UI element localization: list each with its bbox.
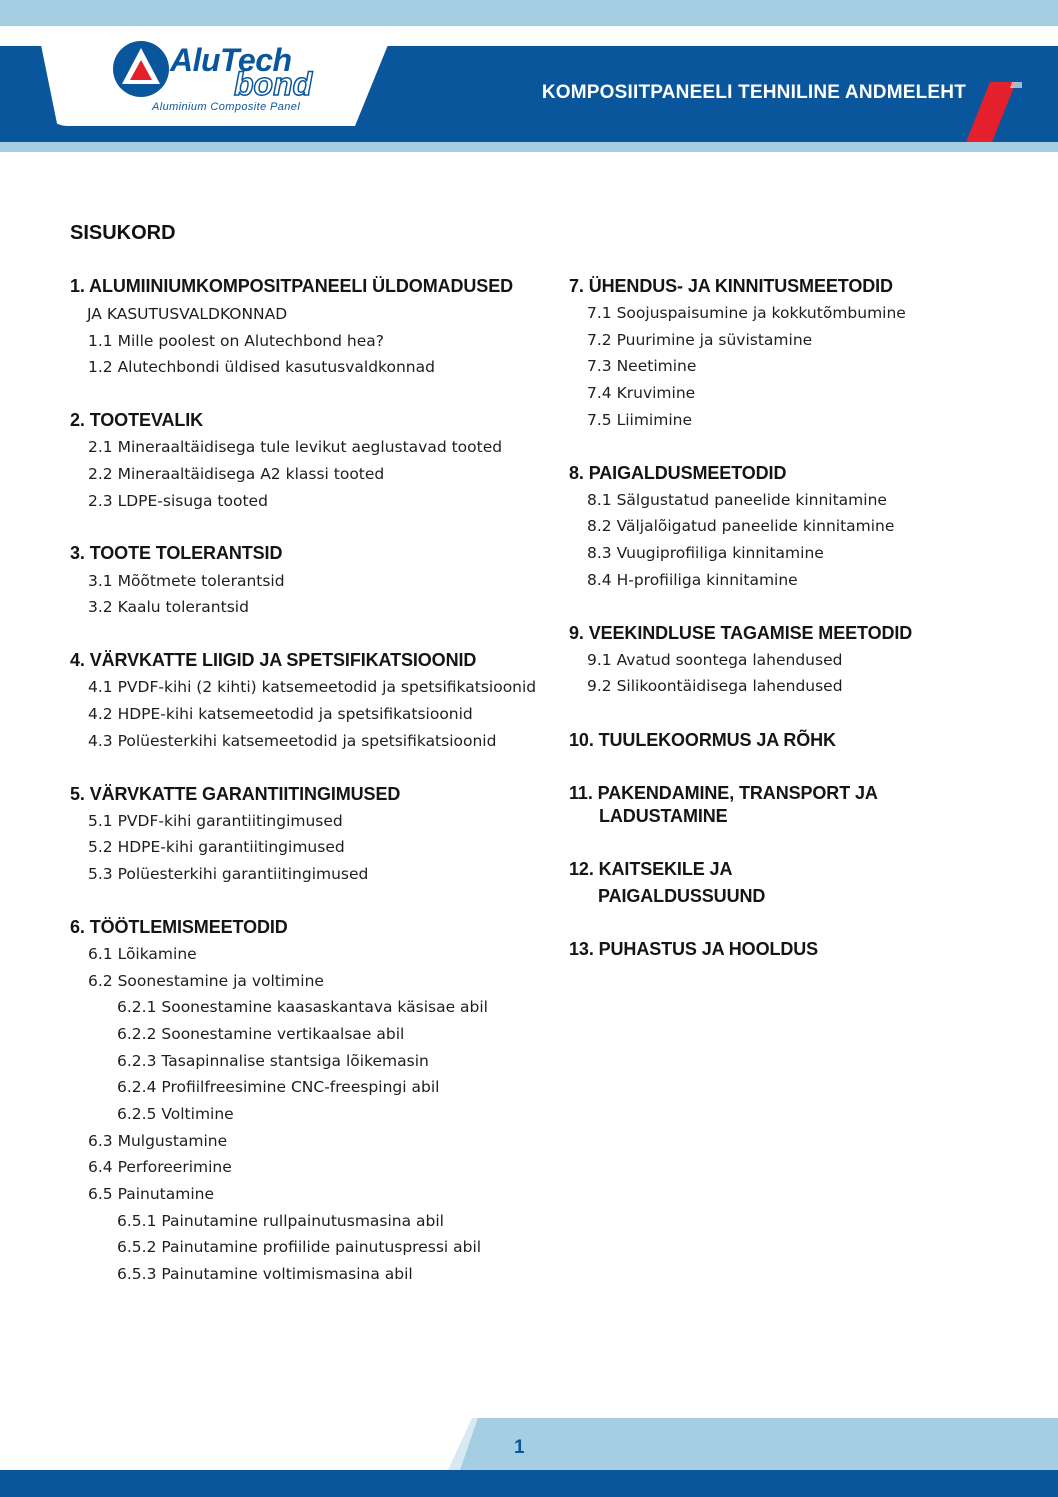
brand-name: AluTech (170, 42, 292, 78)
toc-subitem[interactable]: 6.5.2 Painutamine profiilide painutuspressi abil (117, 1238, 482, 1256)
toc-section-3[interactable]: 3. TOOTE TOLERANTSID (70, 543, 283, 563)
toc-subitem[interactable]: 6.2.2 Soonestamine vertikaalsae abil (117, 1025, 405, 1043)
toc-item[interactable]: 6.3 Mulgustamine (88, 1132, 228, 1150)
toc-heading: SISUKORD (70, 222, 176, 244)
toc-item[interactable]: 9.2 Silikoontäidisega lahendused (587, 677, 843, 695)
toc-section-5[interactable]: 5. VÄRVKATTE GARANTIITINGIMUSED (70, 784, 401, 804)
toc-item[interactable]: 4.3 Polüesterkihi katsemeetodid ja spetsifikatsioonid (88, 732, 497, 750)
toc-subitem[interactable]: 6.2.1 Soonestamine kaasaskantava käsisae abil (117, 998, 488, 1016)
toc-section-12[interactable]: 12. KAITSEKILE JA (569, 859, 733, 879)
toc-item[interactable]: 5.2 HDPE-kihi garantiitingimused (88, 838, 345, 856)
toc-item[interactable]: 1.1 Mille poolest on Alutechbond hea? (88, 332, 384, 350)
brand-sub: bond (234, 66, 313, 102)
toc-section-9[interactable]: 9. VEEKINDLUSE TAGAMISE MEETODID (569, 623, 913, 643)
page-number: 1 (514, 1437, 525, 1458)
toc-item[interactable]: 5.3 Polüesterkihi garantiitingimused (88, 865, 369, 883)
toc-item[interactable]: 7.5 Liimimine (587, 411, 692, 429)
toc-item[interactable]: 7.2 Puurimine ja süvistamine (587, 331, 813, 349)
toc-section-8[interactable]: 8. PAIGALDUSMEETODID (569, 463, 787, 483)
toc-subitem[interactable]: 6.5.3 Painutamine voltimismasina abil (117, 1265, 413, 1283)
toc-item[interactable]: 8.1 Sälgustatud paneelide kinnitamine (587, 491, 887, 509)
toc-item[interactable]: 2.3 LDPE-sisuga tooted (88, 492, 268, 510)
toc-item[interactable]: 4.1 PVDF-kihi (2 kihti) katsemeetodid ja spetsifikatsioonid (88, 678, 537, 696)
toc-item[interactable]: 8.2 Väljalõigatud paneelide kinnitamine (587, 517, 895, 535)
toc-item[interactable]: 2.1 Mineraaltäidisega tule levikut aeglustavad tooted (88, 438, 503, 456)
toc-item[interactable]: 7.1 Soojuspaisumine ja kokkutõmbumine (587, 304, 906, 322)
toc-item[interactable]: 7.4 Kruvimine (587, 384, 696, 402)
toc-item[interactable]: 6.2 Soonestamine ja voltimine (88, 972, 324, 990)
toc-item[interactable]: 3.1 Mõõtmete tolerantsid (88, 572, 285, 590)
toc-subitem[interactable]: 6.5.1 Painutamine rullpainutusmasina abil (117, 1212, 444, 1230)
toc-item[interactable]: 5.1 PVDF-kihi garantiitingimused (88, 812, 343, 830)
logo-triangle-icon (110, 38, 172, 100)
toc-section-6[interactable]: 6. TÖÖTLEMISMEETODID (70, 917, 288, 937)
toc-item[interactable]: 8.3 Vuugiprofiiliga kinnitamine (587, 544, 824, 562)
toc-item[interactable]: 8.4 H-profiiliga kinnitamine (587, 571, 798, 589)
red-slash-decor (962, 82, 1022, 142)
toc-section-2[interactable]: 2. TOOTEVALIK (70, 410, 204, 430)
toc-item[interactable]: 6.5 Painutamine (88, 1185, 215, 1203)
toc-item[interactable]: 1.2 Alutechbondi üldised kasutusvaldkonnad (88, 358, 435, 376)
toc-item[interactable]: 4.2 HDPE-kihi katsemeetodid ja spetsifikatsioonid (88, 705, 473, 723)
toc-subitem[interactable]: 6.2.3 Tasapinnalise stantsiga lõikemasin (117, 1052, 429, 1070)
brand-tagline: Aluminium Composite Panel (152, 101, 301, 113)
toc-item[interactable]: 6.1 Lõikamine (88, 945, 197, 963)
toc-section-12-cont[interactable]: PAIGALDUSSUUND (598, 886, 766, 906)
toc-item[interactable]: 9.1 Avatud soontega lahendused (587, 651, 843, 669)
toc-section-1-cont[interactable]: JA KASUTUSVALDKONNAD (87, 305, 288, 323)
toc-item[interactable]: 7.3 Neetimine (587, 357, 697, 375)
toc-section-10[interactable]: 10. TUULEKOORMUS JA RÕHK (569, 730, 836, 750)
header-underline (0, 142, 1058, 152)
footer-band (0, 1470, 1058, 1497)
toc-item[interactable]: 3.2 Kaalu tolerantsid (88, 598, 249, 616)
footer-light-band (460, 1418, 1058, 1470)
document-title: KOMPOSIITPANEELI TEHNILINE ANDMELEHT (541, 82, 966, 103)
toc-section-7[interactable]: 7. ÜHENDUS- JA KINNITUSMEETODID (569, 276, 893, 296)
toc-section-1[interactable]: 1. ALUMIINIUMKOMPOSITPANEELI ÜLDOMADUSED (70, 276, 514, 296)
toc-section-4[interactable]: 4. VÄRVKATTE LIIGID JA SPETSIFIKATSIOONID (70, 650, 477, 670)
toc-subitem[interactable]: 6.2.5 Voltimine (117, 1105, 234, 1123)
top-decor-strip (0, 0, 1058, 26)
toc-section-11[interactable]: 11. PAKENDAMINE, TRANSPORT JA (569, 783, 878, 803)
toc-subitem[interactable]: 6.2.4 Profiilfreesimine CNC-freespingi abil (117, 1078, 440, 1096)
toc-item[interactable]: 6.4 Perforeerimine (88, 1158, 232, 1176)
toc-section-11-cont[interactable]: LADUSTAMINE (599, 806, 728, 826)
toc-section-13[interactable]: 13. PUHASTUS JA HOOLDUS (569, 939, 819, 959)
toc-item[interactable]: 2.2 Mineraaltäidisega A2 klassi tooted (88, 465, 385, 483)
